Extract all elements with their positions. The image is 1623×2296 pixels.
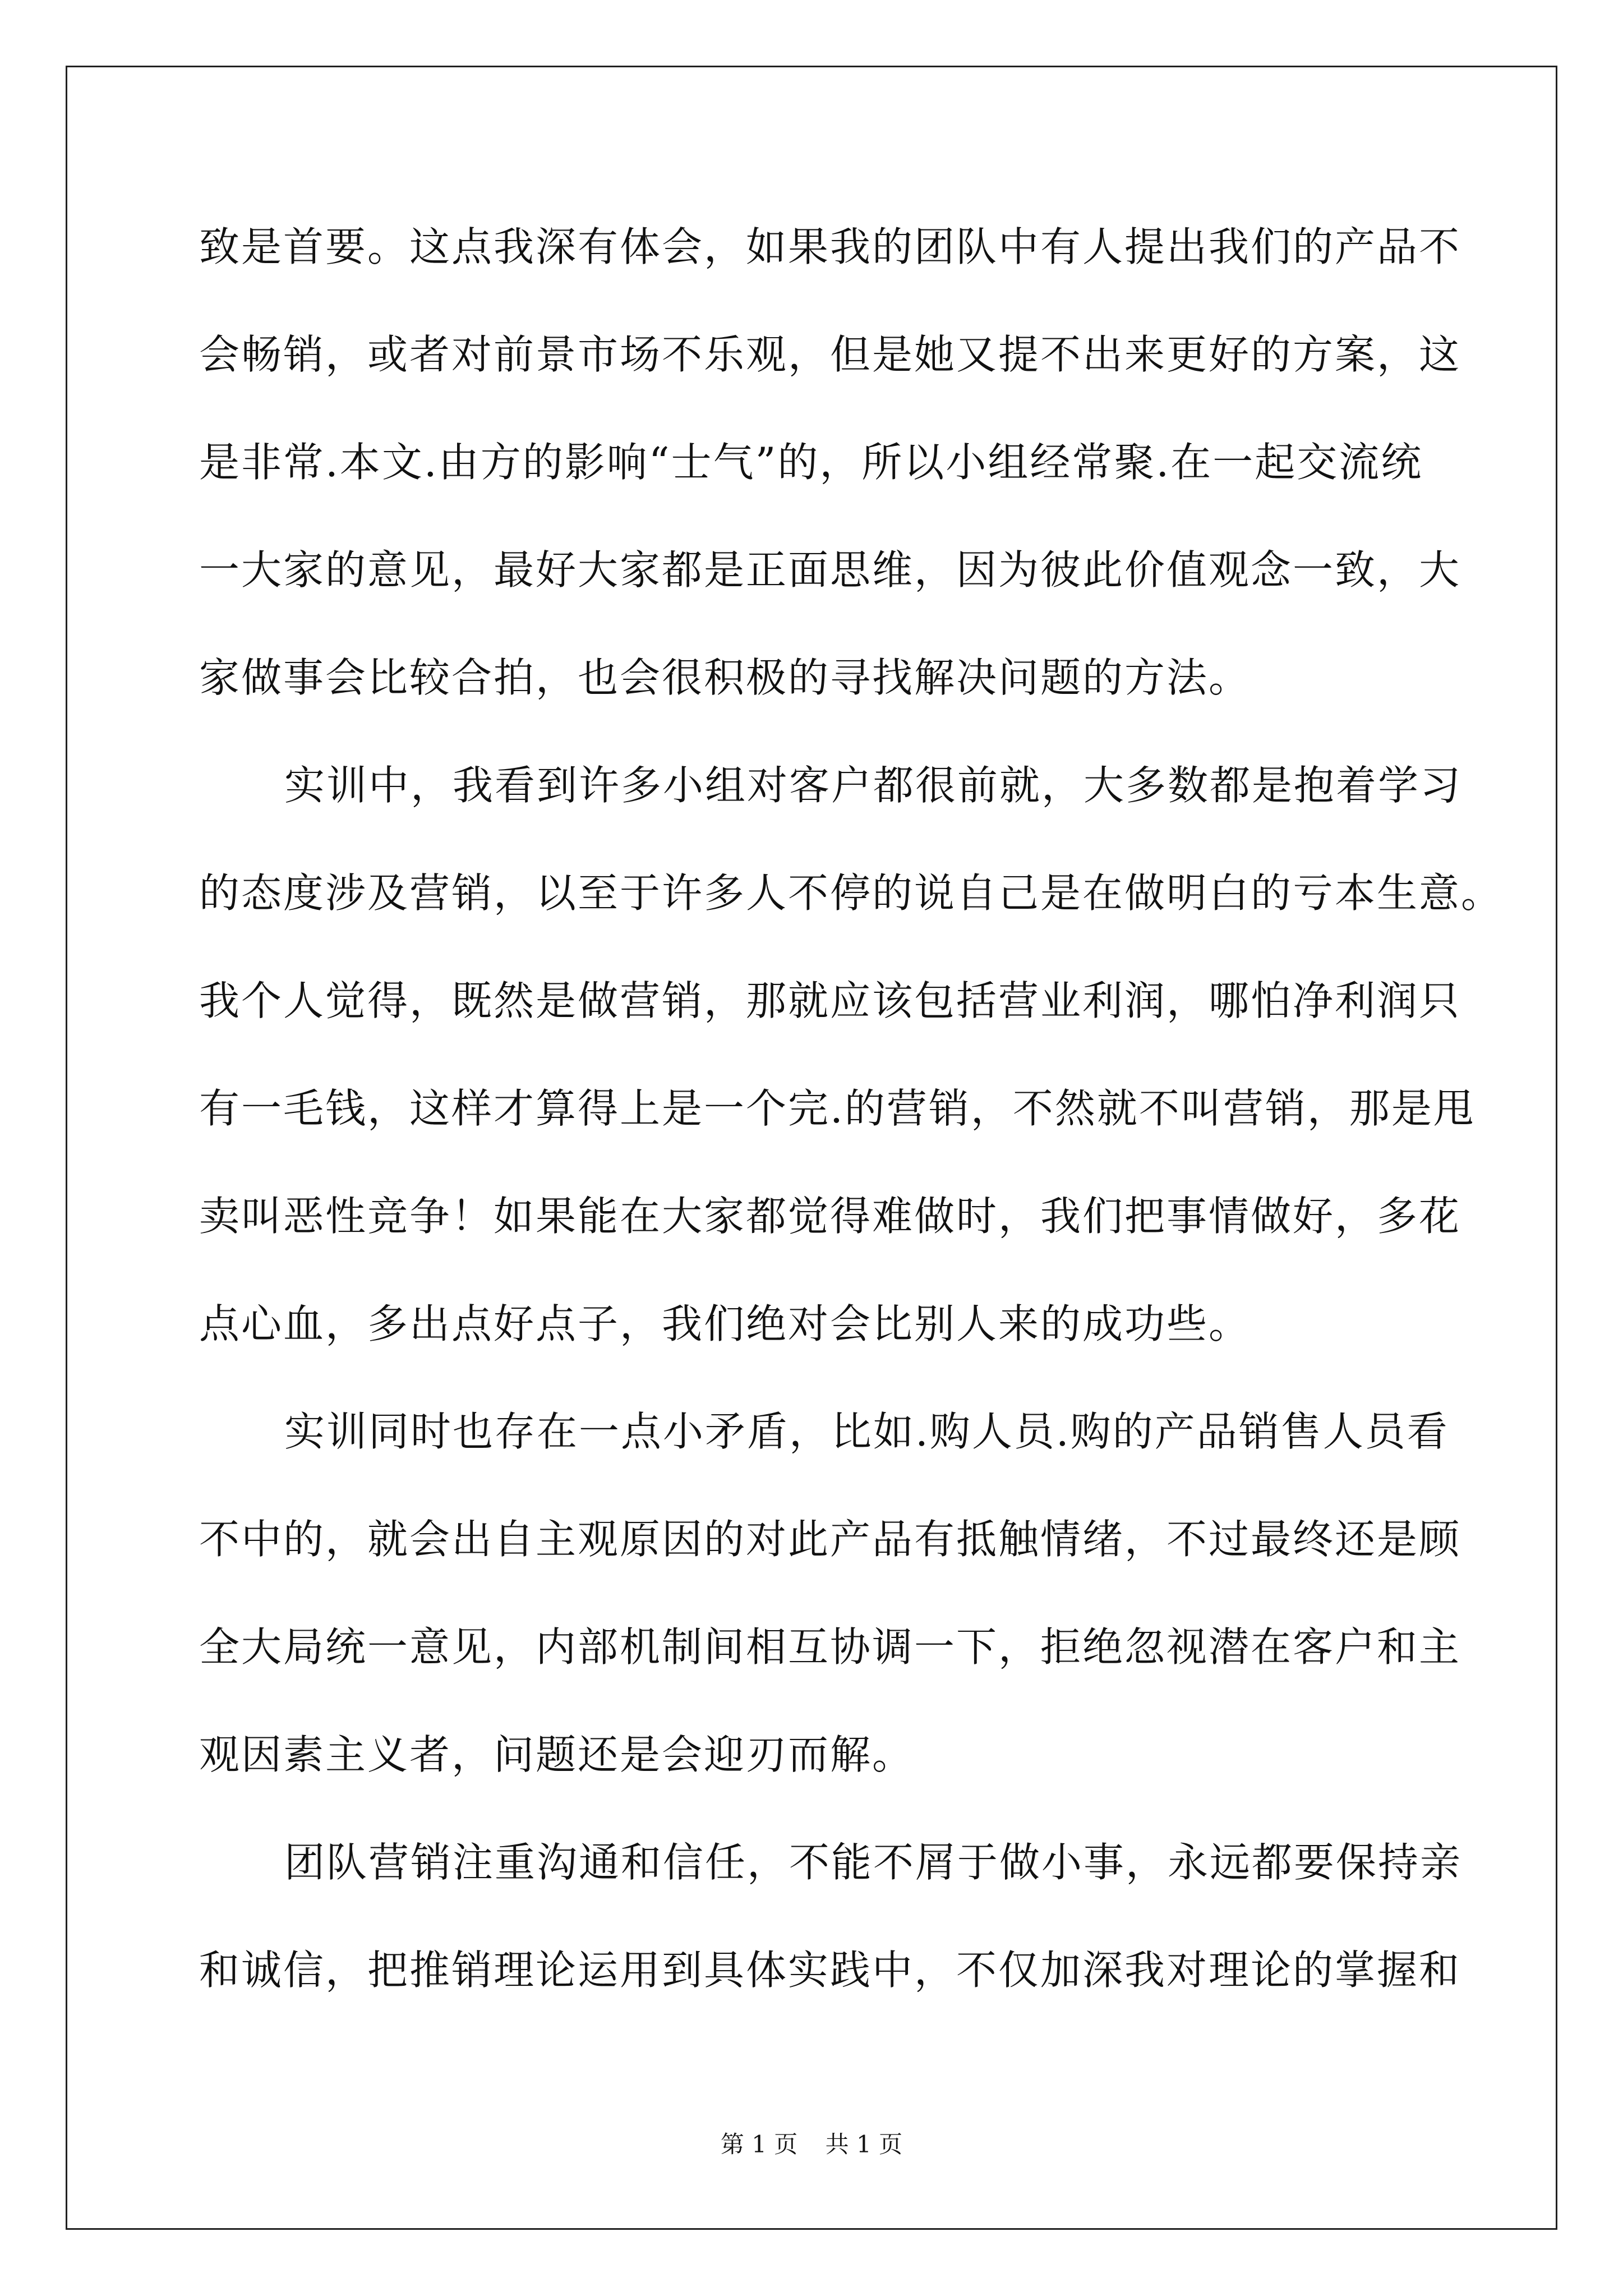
text-line: 卖叫恶性竞争！如果能在大家都觉得难做时，我们把事情做好，多花 [199, 1193, 1461, 1240]
text-line: 实训中，我看到许多小组对客户都很前就，大多数都是抱着学习 [284, 762, 1463, 809]
text-line: 和诚信，把推销理论运用到具体实践中，不仅加深我对理论的掌握和 [199, 1947, 1461, 1994]
text-line: 点心血，多出点好点子，我们绝对会比别人来的成功些。 [199, 1300, 1251, 1347]
text-line: 我个人觉得，既然是做营销，那就应该包括营业利润，哪怕净利润只 [199, 977, 1461, 1024]
page-footer [0, 2126, 1623, 2160]
text-line: 团队营销注重沟通和信任，不能不屑于做小事，永远都要保持亲 [284, 1839, 1463, 1886]
text-line: 实训同时也存在一点小矛盾，比如.购人员.购的产品销售人员看 [284, 1408, 1449, 1455]
text-line: 是非常.本文.由方的影响“士气”的，所以小组经常聚.在一起交流统 [199, 439, 1423, 486]
paragraph-3 [199, 1401, 1461, 1832]
text-line: 全大局统一意见，内部机制间相互协调一下，拒绝忽视潜在客户和主 [199, 1623, 1461, 1671]
paragraph-2 [199, 754, 1504, 1401]
text-line: 会畅销，或者对前景市场不乐观，但是她又提不出来更好的方案，这 [199, 331, 1461, 378]
paragraph-1 [199, 216, 1461, 754]
text-line: 不中的，就会出自主观原因的对此产品有抵触情绪，不过最终还是顾 [199, 1516, 1461, 1563]
text-line: 有一毛钱，这样才算得上是一个完.的营销，不然就不叫营销，那是甩 [199, 1085, 1476, 1132]
text-line: 观因素主义者，问题还是会迎刃而解。 [199, 1731, 915, 1778]
paragraph-4 [199, 1832, 1463, 2047]
document-body [199, 216, 1504, 2047]
text-line: 的态度涉及营销，以至于许多人不停的说自己是在做明白的亏本生意。 [199, 869, 1504, 917]
text-line: 一大家的意见，最好大家都是正面思维，因为彼此价值观念一致，大 [199, 546, 1461, 593]
page-number: 第 1 页 [720, 2131, 798, 2158]
text-line: 致是首要。这点我深有体会，如果我的团队中有人提出我们的产品不 [199, 223, 1461, 270]
text-line: 家做事会比较合拍，也会很积极的寻找解决问题的方法。 [199, 654, 1251, 701]
page-total: 共 1 页 [825, 2131, 903, 2158]
